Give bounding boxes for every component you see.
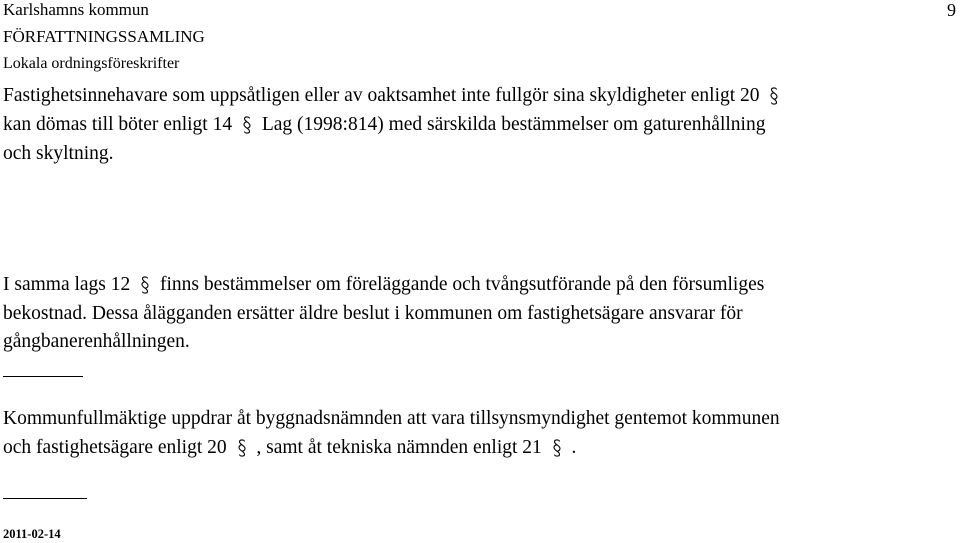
paragraph-3-line-2-text-b: , samt åt tekniska nämnden enligt 21	[256, 437, 542, 458]
paragraph-1-line-1-text: Fastighetsinnehavare som uppsåtligen eller av oaktsamhet inte fullgör sina skyldigheter enligt 20	[3, 85, 760, 106]
section-sign-icon	[764, 84, 784, 108]
paragraph-3-line-2	[3, 436, 576, 460]
paragraph-1-line-3: och skyltning.	[3, 143, 114, 164]
paragraph-2-line-2: bekostnad. Dessa ålägganden ersätter äldre beslut i kommunen om fastighetsägare ansvarar för	[3, 303, 743, 324]
paragraph-3-line-2-text-a: och fastighetsägare enligt 20	[3, 437, 227, 458]
section-sign-icon	[237, 113, 257, 137]
paragraph-1-line-1	[3, 84, 784, 108]
document-date: 2011-02-14	[3, 527, 61, 541]
paragraph-2-line-1-text-a: I samma lags 12	[3, 274, 131, 295]
footer-rule	[3, 498, 87, 499]
page-number: 9	[947, 0, 956, 20]
paragraph-1-line-2-text-a: kan dömas till böter enligt 14	[3, 114, 233, 135]
section-sign-icon	[135, 273, 155, 297]
paragraph-1-line-2	[3, 113, 765, 137]
paragraph-2-line-1	[3, 273, 764, 297]
paragraph-3-line-2-text-c: .	[571, 437, 577, 458]
document-title: Lokala ordningsföreskrifter	[3, 55, 180, 72]
section-sign-icon	[547, 436, 567, 460]
paragraph-2-line-3: gångbanerenhållningen.	[3, 331, 190, 352]
paragraph-2-line-1-text-b: finns bestämmelser om föreläggande och tvångsutförande på den försumliges	[160, 274, 765, 295]
municipality-name: Karlshamns kommun	[3, 0, 149, 19]
section-sign-icon	[232, 436, 252, 460]
collection-title: FÖRFATTNINGSSAMLING	[3, 27, 205, 46]
separator-rule	[3, 376, 83, 377]
paragraph-1-line-2-text-b: Lag (1998:814) med särskilda bestämmelser om gaturenhållning	[261, 114, 766, 135]
paragraph-3-line-1: Kommunfullmäktige uppdrar åt byggnadsnämnden att vara tillsynsmyndighet gentemot kommunen	[3, 408, 780, 429]
